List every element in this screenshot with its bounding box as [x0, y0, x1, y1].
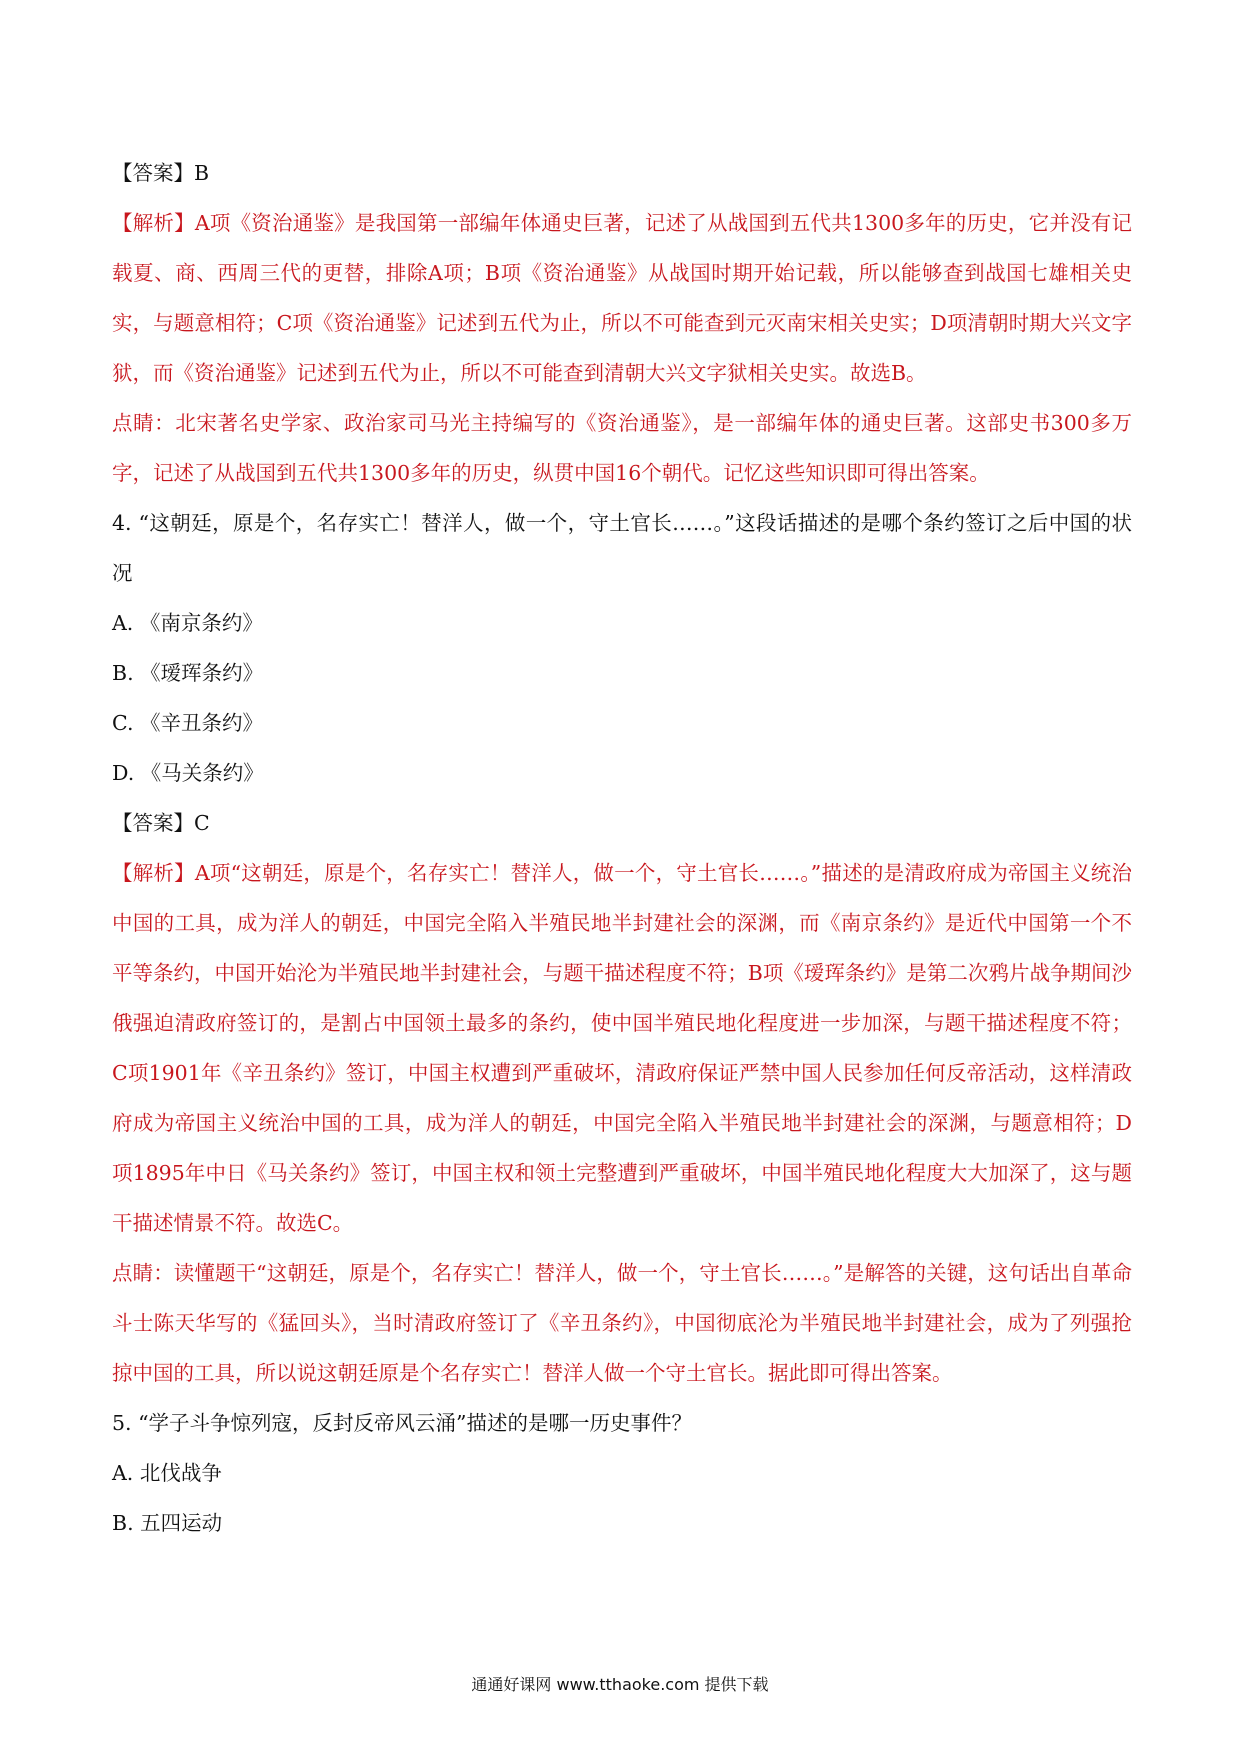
q3-analysis — [112, 198, 1132, 398]
q4-stem: 4. “这朝廷，原是个，名存实亡！替洋人，做一个，守土官长……。”这段话描述的是哪个条约签订之后中国的状况 — [112, 511, 1132, 585]
q3-answer — [112, 148, 1132, 198]
q3-tip-text: 北宋著名史学家、政治家司马光主持编写的《资治通鉴》，是一部编年体的通史巨著。这部史书300多万字，记述了从战国到五代共1300多年的历史，纵贯中国16个朝代。记忆这些知识即可得出答案。 — [112, 411, 1132, 485]
q4-tip-label: 点睛： — [112, 1261, 174, 1285]
q4-analysis-label: 【解析】 — [112, 861, 195, 885]
page-footer: 通通好课网 www.tthaoke.com 提供下载 — [471, 1675, 769, 1694]
q4-analysis — [112, 848, 1132, 1248]
q5-option-a: A. 北伐战争 — [112, 1461, 222, 1485]
document-page — [112, 148, 1132, 1548]
q3-tip-label: 点睛： — [112, 411, 176, 435]
q3-tip — [112, 398, 1132, 498]
q3-analysis-label: 【解析】 — [112, 211, 195, 235]
q5-option-b: B. 五四运动 — [112, 1511, 223, 1535]
q4-tip-text: 读懂题干“这朝廷，原是个，名存实亡！替洋人，做一个，守土官长……。”是解答的关键，这句话出自革命斗士陈天华写的《猛回头》，当时清政府签订了《辛丑条约》，中国彻底沦为半殖民地半封建社会，成为了列强抢掠中国的工具，所以说这朝廷原是个名存实亡！替洋人做一个守土官长。据此即可得出答案。 — [112, 1261, 1132, 1385]
q4-option-a: A. 《南京条约》 — [112, 611, 263, 635]
q3-answer-value: B — [194, 161, 210, 185]
q4-answer — [112, 798, 1132, 848]
q5-stem: 5. “学子斗争惊列寇，反封反帝风云涌”描述的是哪一历史事件？ — [112, 1411, 693, 1435]
q4-answer-value: C — [194, 811, 210, 835]
q4-option-c: C. 《辛丑条约》 — [112, 711, 263, 735]
q4-option-b: B. 《瑷珲条约》 — [112, 661, 264, 685]
q3-analysis-text: A项《资治通鉴》是我国第一部编年体通史巨著，记述了从战国到五代共1300多年的历史，它并没有记载夏、商、西周三代的更替，排除A项；B项《资治通鉴》从战国时期开始记载，所以能够查到战国七雄相关史实，与题意相符；C项《资治通鉴》记述到五代为止，所以不可能查到元灭南宋相关史实；D项清朝时期大兴文字狱，而《资治通鉴》记述到五代为止，所以不可能查到清朝大兴文字狱相关史实。故选B。 — [112, 211, 1132, 385]
q4-answer-label: 【答案】 — [112, 811, 194, 835]
q3-answer-label: 【答案】 — [112, 161, 194, 185]
q4-analysis-text: A项“这朝廷，原是个，名存实亡！替洋人，做一个，守土官长……。”描述的是清政府成为帝国主义统治中国的工具，成为洋人的朝廷，中国完全陷入半殖民地半封建社会的深渊，而《南京条约》是近代中国第一个不平等条约，中国开始沦为半殖民地半封建社会，与题干描述程度不符；B项《瑷珲条约》是第二次鸦片战争期间沙俄强迫清政府签订的，是割占中国领土最多的条约，使中国半殖民地化程度进一步加深，与题干描述程度不符；C项1901年《辛丑条约》签订，中国主权遭到严重破坏，清政府保证严禁中国人民参加任何反帝活动，这样清政府成为帝国主义统治中国的工具，成为洋人的朝廷，中国完全陷入半殖民地半封建社会的深渊，与题意相符；D项1895年中日《马关条约》签订，中国主权和领土完整遭到严重破坏，中国半殖民地化程度大大加深了，这与题干描述情景不符。故选C。 — [112, 861, 1133, 1235]
q4-tip — [112, 1248, 1132, 1398]
q4-option-d: D. 《马关条约》 — [112, 761, 264, 785]
